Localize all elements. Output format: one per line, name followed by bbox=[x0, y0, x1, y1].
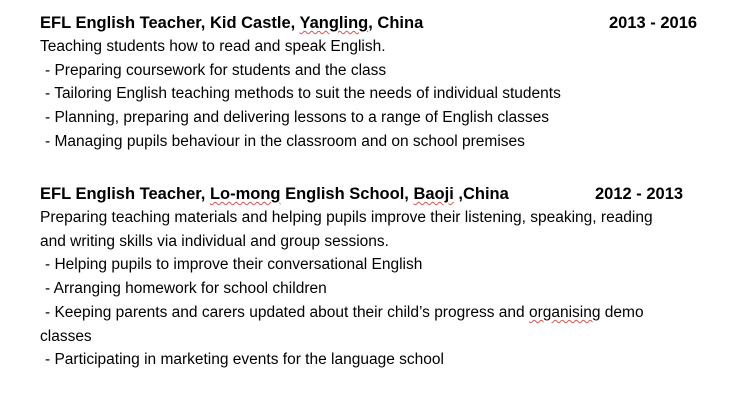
job-title-city-flagged: Baoji bbox=[413, 185, 454, 203]
job-bullet: - Tailoring English teaching methods to suit the needs of individual students bbox=[45, 85, 561, 103]
job-title-location-flagged: Yangling bbox=[299, 14, 369, 32]
job-bullet: - Preparing coursework for students and the class bbox=[45, 61, 387, 79]
job-bullet: - Arranging homework for school children bbox=[45, 280, 327, 298]
job-bullet-wrapped bbox=[40, 301, 710, 325]
job-bullet: - Managing pupils behaviour in the classroom and on school premises bbox=[45, 132, 525, 150]
job-bullet-continuation: classes bbox=[40, 327, 92, 345]
job-summary-line: Preparing teaching materials and helping pupils improve their listening, speaking, reading bbox=[40, 209, 653, 226]
job-title-country: ,China bbox=[453, 185, 509, 203]
bullet-text: demo bbox=[600, 303, 644, 321]
job-bullet: - Participating in marketing events for the language school bbox=[45, 351, 444, 369]
job-entry-lo-mong bbox=[40, 182, 710, 372]
job-title bbox=[40, 182, 509, 206]
job-title-school-flagged: Lo-mong bbox=[209, 185, 281, 203]
job-bullet: - Helping pupils to improve their conversational English bbox=[45, 256, 423, 274]
job-dates: 2012 - 2013 bbox=[595, 185, 684, 203]
job-title-country: , China bbox=[368, 14, 424, 32]
job-header bbox=[40, 11, 710, 35]
job-dates: 2013 - 2016 bbox=[609, 14, 698, 32]
job-bullet: - Planning, preparing and delivering lessons to a range of English classes bbox=[45, 109, 550, 127]
bullet-text: - Keeping parents and carers updated about their child’s progress and bbox=[45, 303, 529, 321]
job-title-text: English School, bbox=[280, 185, 414, 203]
job-summary-line: and writing skills via individual and group sessions. bbox=[40, 232, 389, 250]
job-entry-kid-castle bbox=[40, 11, 710, 154]
bullet-flagged-word: organising bbox=[528, 303, 601, 321]
job-title-text: EFL English Teacher, Kid Castle, bbox=[40, 14, 300, 32]
job-summary: Teaching students how to read and speak English. bbox=[40, 38, 386, 55]
job-title-text: EFL English Teacher, bbox=[40, 185, 210, 203]
job-title bbox=[40, 11, 423, 35]
job-header bbox=[40, 182, 710, 206]
